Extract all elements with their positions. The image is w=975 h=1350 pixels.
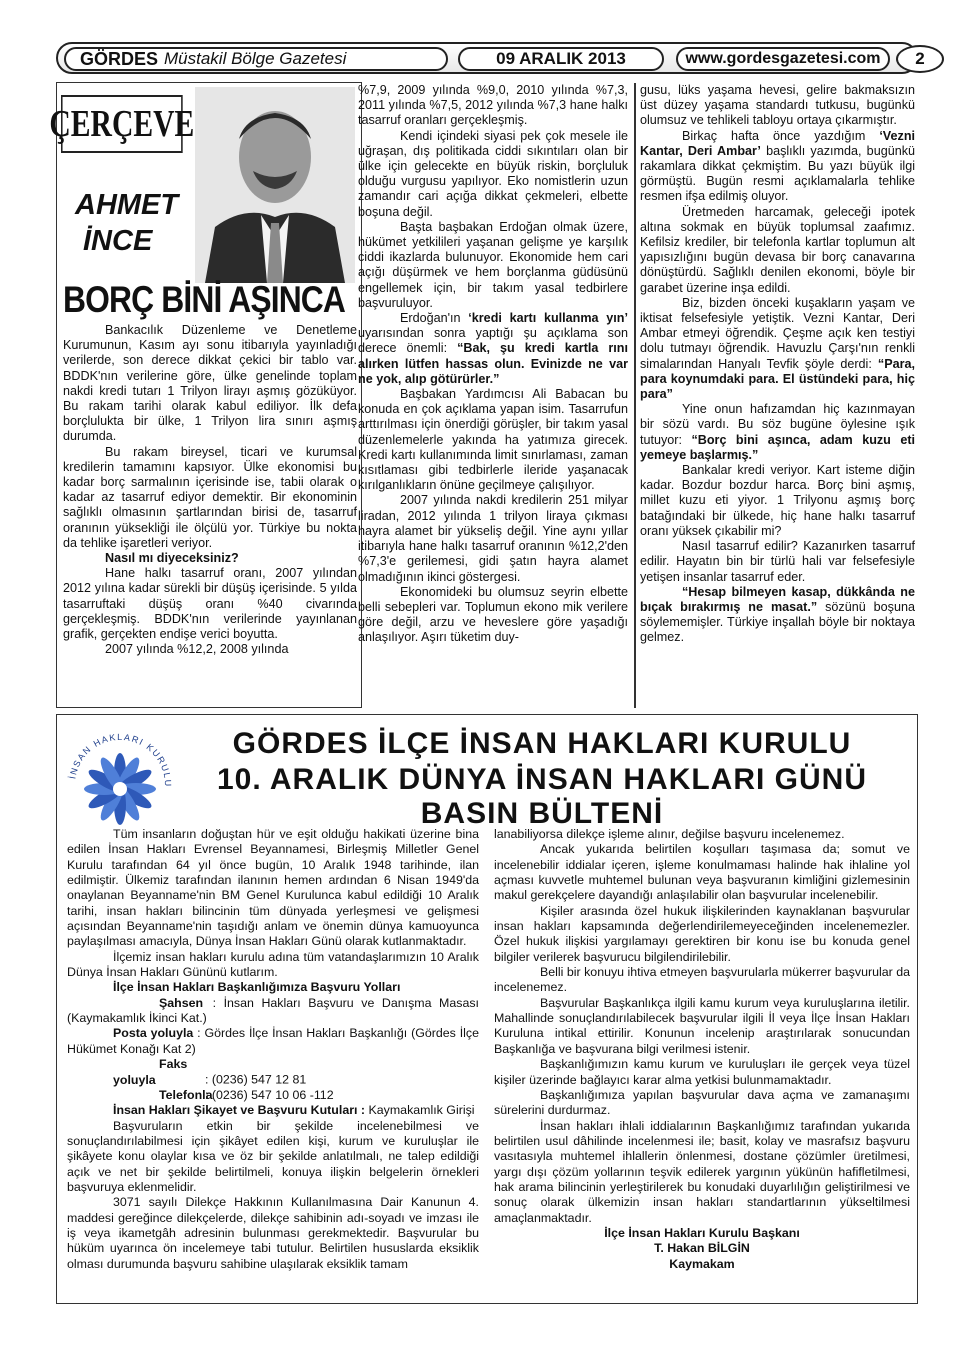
paragraph: Belli bir konuyu ihtiva etmeyen başvurularla mükerrer başvurular da incelenemez.	[494, 965, 910, 995]
paragraph: Üretmeden harcamak, geleceği ipotek altına sokmak en büyük toplumsal zaafımız. Kefilsiz krediler, bir telefonla kartlar toplumun alt yapısızlığını bugün devasa bir borç canavarına dönüştürdü. Sağlıklı denilen ekonomi, böyle bir garabet üzerine inşa edildi.	[640, 204, 915, 295]
logo-text: İNSAN HAKLARI KURULU	[67, 731, 174, 788]
contact-value: : İnsan Hakları Başvuru ve Danışma Masası (Kaymakamlık İkinci Kat.)	[67, 995, 479, 1026]
human-rights-logo	[61, 723, 179, 841]
paragraph: Bu rakam bireysel, ticari ve kurumsal kredilerin tamamını kapsıyor. Ülke ekonomisi bu kadar borç sarmalının içerisinde ise, tabii olarak o kadar az tasarruf ediyor demektir. Bir ekonominin sağlıklı olmasının şartlarından birisi de, tasarruf oranının yüksekliği ile ölçülü yor. Türkiye bu nokta da tehlike işaretleri veriyor.	[63, 444, 357, 550]
paragraph	[640, 296, 915, 402]
contact-boxes	[67, 1103, 479, 1118]
bulletin-title-line-3: BASIN BÜLTENİ	[420, 797, 664, 830]
contact-label: Faks yoluyla	[113, 1057, 188, 1087]
paragraph: 2007 yılında %12,2, 2008 yılında	[105, 642, 289, 657]
paragraph: Hane halkı tasarruf oranı, 2007 yılından 2012 yılına kadar sürekli bir düşüş içerisinde. 5 yılda tasarruftaki düşüş oranı %40 civarında gerçekleşmiş. BDDK'nın verilerinde yayınlanan grafik, gerçekten endişe verici boyutta.	[63, 566, 357, 642]
masthead-bar	[56, 42, 925, 74]
paper-brand	[64, 47, 448, 71]
paragraph: Başkanlığımızın kamu kurum ve kuruluşları ile gerçek veya tüzel kişiler üzerinde bağlayıcı karar alma yetkisi bulunmamaktadır.	[494, 1057, 910, 1087]
text-run: Yine onun hafızamdan hiç kazınmayan bir sözü vardı. Bu söz bugüne öylesine ışık tutuyor:	[640, 402, 915, 447]
paragraph: İnsan hakları ihlali iddialarının Başkanlığımız tarafından yukarıda belirtilen usul dâhilinde incelenmesi ile; basit, kolay ve masrafsız başvuru vasıtasıyla muhtemel ihlallerin önlenmesi, dostane çözümler üretilmesi, yargı dışı çözüm yollarının teşvik edilerek yargının yükünün hafifletilmesi, hak arama bilincinin yerleştirilerek bu konudaki duyarlılığın geliştirilmesi ve sonuç olarak ülkemizin insan hakları standartlarının yükseltilmesi amaçlanmaktadır.	[494, 1118, 910, 1225]
quote: “Hesap bilmeyen kasap, dükkânda ne bıçak bırakırmış ne masat.”	[640, 584, 915, 614]
text-run: başlıklı yazımda, bugünkü rakamlara dikkat çekmiştim. Bu yazı büyük ilgi görmüştü. Bugün resmi açıklamalarla tehlike resmen ifşa edilmiş oluyor.	[640, 143, 916, 204]
contact-value: : (0236) 547 12 81	[205, 1072, 307, 1087]
bulletin-title-line-1: GÖRDES İLÇE İNSAN HAKLARI KURULU	[232, 727, 852, 760]
page-number: 2	[896, 45, 944, 73]
paragraph: Bankacılık Düzenleme ve Denetleme Kurumunun, Kasım ayı sonu itibarıyla yayınladığı verilerde, son derece dikkat çekici bir tablo var. BDDK'nın verilerine göre, ülke genelinde toplam nakdi kredi tutarı 1 Trilyon lirayı aşmış gözüküyor. Bu rakam tarihi olarak kabul ediliyor. İlk defa borçlulukta bir ülke, 1 Trilyon lira sınırı aşmış durumda.	[63, 323, 357, 444]
contact-fax	[67, 1057, 479, 1088]
emphasis: ‘Vezni Kantar, Deri Ambar’	[640, 128, 916, 158]
paragraph: Başbakan Yardımcısı Ali Babacan bu konuda en çok açıklama yapan isim. Tasarrufun arttırılması için önerdiği görüşler, bir takım yasal düzenlemelerle yakında ha yatımıza girecek. Kredi kartı kullanımında limit sınırlaması, zaman kısıtlaması gibi tedbirlerle ileride yaşanacak kırılganlıkların önüne geçilmeye çalışılıyor.	[358, 387, 628, 493]
paragraph	[640, 402, 915, 463]
website-link[interactable]: www.gordesgazetesi.com	[676, 47, 890, 71]
paragraph: Başta başbakan Erdoğan olmak üzere, hükümet yetkilileri yaşanan gelişme ye karşılık ciddi ikazlarda bulunuyor. Ekonomide hem cari açığı düşürmek ve hem borçlanma güdüsünü engellemek için, bir takım yasal tedbirlere başvuruluyor.	[358, 219, 628, 310]
text-run: Erdoğan'ın	[400, 311, 461, 326]
signature-role: Kaymakam	[669, 1256, 735, 1271]
quote: “Para, para koynumdaki para. El üstündeki para, hiç para”	[640, 356, 915, 402]
text-run: uyarısından sonra yaptığı şu açıklama son derece önemli:	[358, 326, 628, 356]
signature-name: T. Hakan BİLGİN	[654, 1241, 750, 1256]
paragraph	[640, 585, 915, 646]
paragraph: Başvuruların etkin bir şekilde incelenebilmesi ve sonuçlandırılabilmesi için şikâyet edilen kişi, kurum ve kuruluşlar ile şikâyete konu olaylar kısa ve öz bir şekilde anlatılmalı, ne talep edildiği açık ve net bir şekilde belirtilmeli, konuya ilişkin belgelerin örnekleri başvuruya eklenmelidir.	[67, 1118, 479, 1194]
paragraph: Bankalar kredi veriyor. Kart isteme diğin kadar. Bozdur bozdur harca. Borç bini aşmış, millet kuzu eti yiyor. 1 Trilyonu aşmış borç batağındaki bir ülkede, hiç hane halkı tasarruf oranı yüksek çıkabilir mi?	[640, 463, 915, 538]
signature-title: İlçe İnsan Hakları Kurulu Başkanı	[604, 1225, 800, 1240]
article-headline: BORÇ BİNİ AŞINCA	[63, 279, 346, 320]
paper-subtitle: Müstakil Bölge Gazetesi	[164, 49, 347, 68]
quote: “Borç bini aşınca, adam kuzu eti yemeye başlarmış.”	[640, 432, 916, 462]
paragraph: %7,9, 2009 yılında %9,0, 2010 yılında %7,3, 2011 yılında %7,5, 2012 yılında %7,3 hane halkı tasarruf oranları gerçekleşmiş.	[358, 83, 628, 128]
article-column-3	[640, 83, 915, 646]
paragraph: Ancak yukarıda belirtilen koşulları taşımasa da; somut ve incelenebilir iddialar içeren, işleme konulmaması halinde hak ihlaline yol açması kuvvetle muhtemel bulunan veya başvuranın kimliğini gizlemesinin makul gerekçelere dayandığı anlaşılabilir olan başvurular incelenebilir.	[494, 842, 910, 903]
article-column-1	[63, 323, 357, 657]
paragraph: İlçemiz insan hakları kurulu adına tüm vatandaşlarımızın 10 Aralık Dünya İnsan Hakları Gününü kutlarım.	[67, 949, 479, 980]
article-column-2	[358, 83, 628, 646]
bulletin-column-1	[67, 827, 479, 1272]
paragraph	[640, 129, 915, 205]
paragraph: Nasıl tasarruf edilir? Kazanırken tasarruf edilir. Hayatın bin bir türlü hali var felsefesiyle yetişen insanlar tasarruf eder.	[640, 539, 915, 584]
paragraph	[358, 311, 628, 387]
text-run: Birkaç hafta önce yazdığım	[682, 128, 866, 143]
paper-name: GÖRDES	[80, 48, 159, 69]
contact-value: : (0236) 547 10 06 -112	[205, 1087, 334, 1102]
quote: “Bak, şu kredi kartla rını alırken lütfen hassas olun. Evinizde ne var ne yok, alıp götürürler.”	[358, 341, 628, 386]
author-photo	[195, 87, 355, 283]
paragraph: Başkanlığımıza yapılan başvurular dava açma ve zamanaşımı sürelerini durdurmaz.	[494, 1087, 910, 1118]
column-box	[49, 82, 362, 708]
paragraph: 2007 yılında nakdi kredilerin 251 milyar liradan, 2012 yılında 1 trilyon liraya çıkması hayra alamet bir yükseliş değil. Yine aynı yıllar itibarıyla hane halkı tasarruf oranının %12,2'den %7,3'e gerilemesi, gidi şatın hayra alamet olmadığının ikinci göstergesi.	[358, 493, 628, 584]
bulletin-title-line-2: 10. ARALIK DÜNYA İNSAN HAKLARI GÜNÜ	[216, 763, 868, 796]
paragraph: 3071 sayılı Dilekçe Hakkının Kullanılmasına Dair Kanunun 4. maddesi gereğince dilekçelerde, dilekçe sahibinin adı-soyadı ve imzası ile iş veya ikametgâh adresinin bulunması gerekmektedir. Başvurular bu hüküm uyarınca ön incelemeye tabi tutulur. Belirtilen hususlarda eksiklik olması durumunda başvuru sahibine ulaşılarak eksiklik tamam	[67, 1195, 479, 1271]
paragraph: Tüm insanların doğuştan hür ve eşit olduğu hakikati üzerine bina edilen İnsan Hakları Evrensel Beyannamesi, Birleşmiş Milletler Genel Kurulu tarafından 64 yıl önce bugün, 10 Aralık 1948 tarihinde, ilan edilmiştir. Ülkemiz tarafından ilanının hemen ardından 6 Nisan 1949'da onaylanan Beyanname'nin BM Genel Kurulunca kabul edildiği 10 Aralık tarihi, insan hakları bilincinin tüm dünyada yerleşmesi ve gelişmesi açısından Beyanname'nin taşıdığı anlam ve önemin dünya kamuoyunca paylaşılması amacıyla, Dünya İnsan Hakları Günü olarak kutlanmaktadır.	[67, 827, 479, 949]
contact-label: Şahsen	[159, 995, 204, 1010]
author-portrait-image	[195, 87, 355, 283]
text-run: sözünü boşuna söylememişler. Türkiye inşallah böyle bir noktaya gelmez.	[640, 599, 915, 645]
author-name	[75, 187, 185, 259]
paragraph: gusu, lüks yaşama hevesi, gelire bakmaksızın üst düzey yaşama standardı tutkusu, bugünkü olumsuz ve tehlikeli tabloyu ortaya çıkarmıştır.	[640, 83, 915, 128]
paragraph: Ekonomideki bu olumsuz seyrin elbette belli sebepleri var. Toplumun ekono mik verilere göre değil, arzu ve heveslere göre yaşadığı anlaşılıyor. Aşırı tüketim duy-	[358, 584, 628, 645]
issue-date: 09 ARALIK 2013	[458, 47, 664, 71]
paragraph: Başvurular Başkanlıkça ilgili kamu kurum veya kuruluşlarına iletilir. Mahallinde sonuçlandırılabilecek başvurular ilgili İl veya İlçe İnsan Hakları Kuruluna intikal ettirilir. Konunun incelenip araştırılarak sonucundan Başkanlığa ve başvurana bilgi verilmesi istenir.	[494, 995, 910, 1056]
contact-value: : Gördes İlçe İnsan Hakları Başkanlığı (Gördes İlçe Hükümet Konağı Kat 2)	[67, 1026, 479, 1056]
contact-value: Kaymakamlık Girişi	[368, 1103, 475, 1118]
bulletin-column-2	[494, 827, 910, 1272]
press-bulletin-box	[56, 714, 918, 1304]
paragraph: lanabiliyorsa dilekçe işleme alınır, değilse başvuru incelenemez.	[494, 827, 845, 841]
author-first-name: AHMET	[75, 189, 179, 221]
contact-post	[67, 1026, 479, 1057]
contact-label: İnsan Hakları Şikayet ve Başvuru Kutuları :	[113, 1103, 366, 1118]
paragraph: Kendi içindeki siyasi pek çok mesele ile uğraşan, dış politikada ciddi sıkıntıları olan bir ülke için gelecekte en büyük riskin, borçluluk olduğu vurgusu yapılıyor. Eko nomistlerin uzun zamandır cari açığa dikkat çekmeleri, elbette boşuna değil.	[358, 128, 628, 219]
column-section-label: ÇERÇEVE	[61, 95, 183, 153]
column-divider	[634, 83, 636, 708]
contact-phone	[67, 1088, 479, 1103]
contact-in-person	[67, 996, 479, 1027]
application-heading: İlçe İnsan Hakları Başkanlığımıza Başvuru Yolları	[113, 980, 401, 995]
text-run: Biz, bizden önceki kuşakların yaşam ve iktisat felsefesiyle yetiştik. Vezni Kantar, Deri Ambar etmeyi öğrendik. Çeşme açık ken testiyi dolu tutmayı öğrendik. Havuzlu Çarşı'nın renkli simalarından Hanyalı Tevfik şöyle derdi:	[640, 295, 915, 371]
paragraph: Kişiler arasında özel hukuk ilişkilerinden kaynaklanan başvurular insan hakları kapsamında değerlendirilemeyeceğinden incelenemezler. Özel hukuk ilişkisi yargılamayı gerektiren bir konu ise bu konuda genel bilgiler verilerek başvurucu bilgilendirilebilir.	[494, 903, 910, 964]
subheading: Nasıl mı diyeceksiniz?	[105, 551, 239, 566]
author-last-name: İNCE	[83, 225, 153, 257]
contact-label: Telefonla	[159, 1087, 213, 1102]
contact-label: Posta yoluyla	[113, 1026, 194, 1041]
emphasis: ‘kredi kartı kullanma yın’	[468, 311, 628, 326]
